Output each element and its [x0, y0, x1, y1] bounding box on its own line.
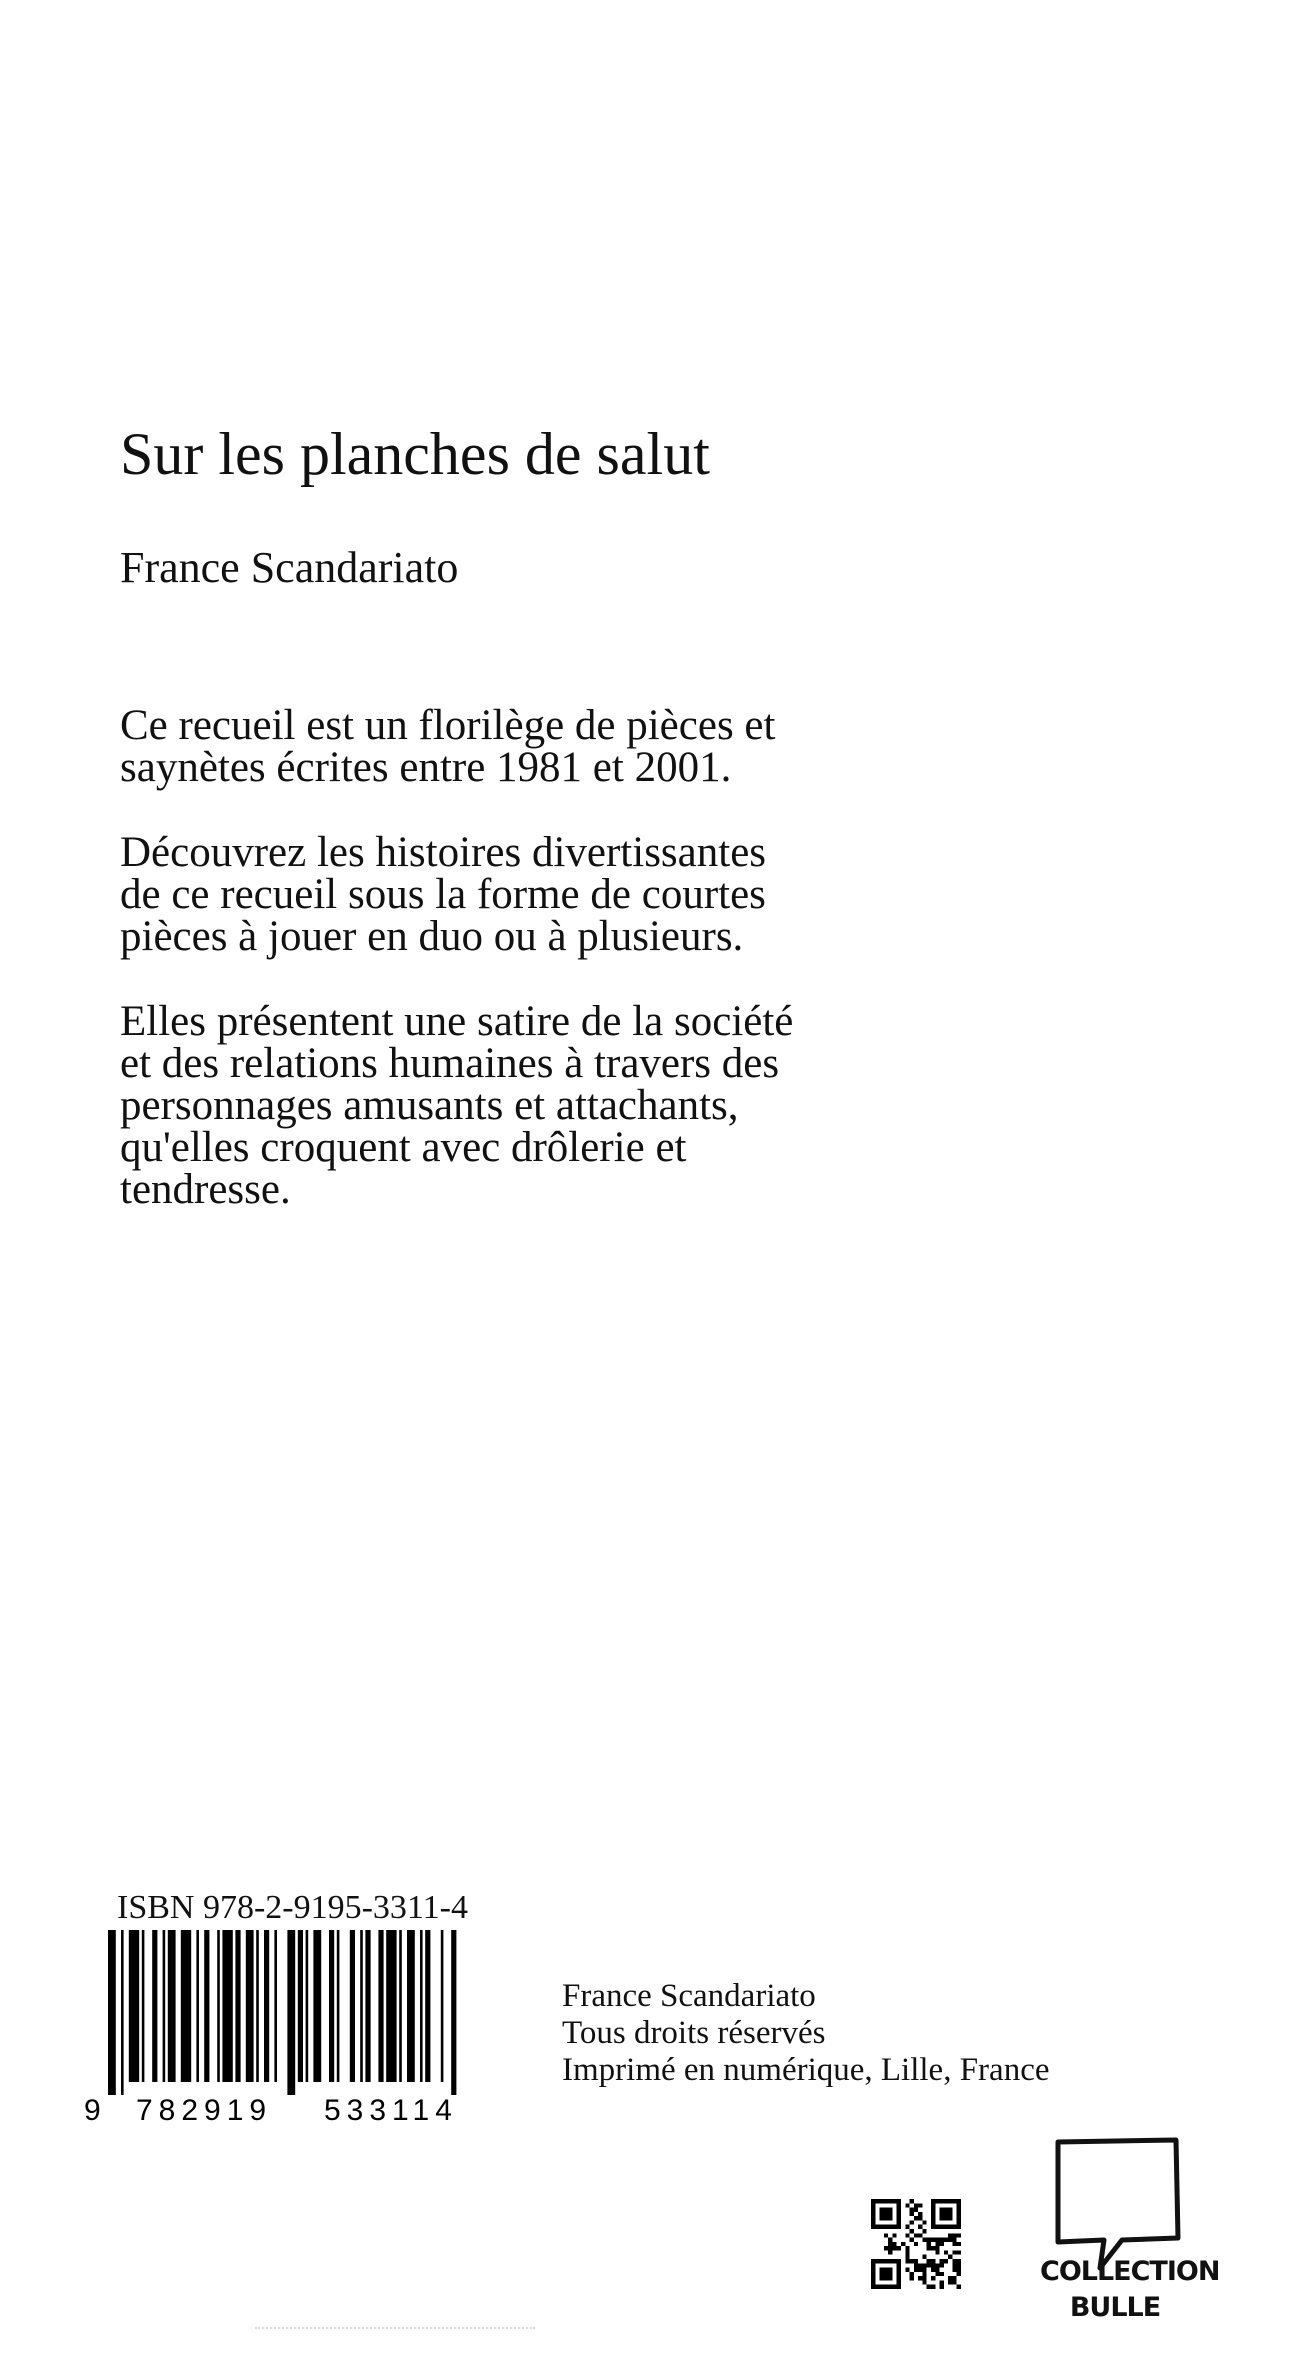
qr-cell	[910, 2208, 914, 2212]
qr-cell	[905, 2268, 909, 2272]
qr-cell	[957, 2199, 961, 2229]
qr-cell	[931, 2268, 935, 2272]
qr-cell	[897, 2199, 901, 2229]
qr-cell	[957, 2233, 961, 2237]
barcode-bar	[163, 1930, 166, 2082]
qr-cell	[957, 2263, 961, 2267]
qr-cell	[910, 2259, 914, 2263]
qr-cell	[892, 2242, 896, 2246]
qr-cell	[884, 2246, 888, 2250]
book-title: Sur les planches de salut	[120, 421, 710, 487]
barcode-bar	[350, 1930, 355, 2082]
barcode-digits-left: 782919	[136, 2094, 273, 2125]
qr-cell	[905, 2225, 909, 2229]
barcode-bar	[152, 1930, 157, 2082]
barcode-bar	[407, 1930, 415, 2082]
qr-cell	[905, 2246, 909, 2250]
qr-cell	[914, 2242, 918, 2246]
qr-cell	[922, 2220, 926, 2224]
back-cover-blurb	[120, 702, 1000, 1254]
qr-cell	[931, 2285, 935, 2289]
qr-cell	[927, 2242, 931, 2246]
qr-cell	[940, 2208, 953, 2221]
barcode-bar	[313, 1930, 321, 2082]
qr-cell	[871, 2199, 875, 2229]
qr-cell	[910, 2238, 914, 2242]
imprint-printed: Imprimé en numérique, Lille, France	[562, 2052, 1050, 2088]
qr-cell	[888, 2250, 892, 2254]
qr-cell	[901, 2242, 905, 2246]
qr-cell	[914, 2259, 918, 2263]
qr-cell	[910, 2220, 914, 2224]
qr-cell	[952, 2276, 956, 2280]
barcode-bar	[121, 1930, 124, 2095]
barcode-bar	[420, 1930, 423, 2082]
qr-cell	[910, 2276, 914, 2280]
qr-cell	[931, 2246, 935, 2250]
qr-cell	[922, 2276, 926, 2280]
collection-logo-line1: COLLECTION	[1040, 2256, 1220, 2287]
qr-cell	[931, 2259, 935, 2263]
qr-cell	[927, 2285, 931, 2289]
barcode-bar	[441, 1930, 444, 2082]
barcode-bar	[181, 1930, 191, 2082]
barcode-digit-first: 9	[84, 2094, 101, 2125]
qr-cell	[871, 2199, 901, 2203]
qr-cell	[940, 2285, 944, 2289]
faint-divider	[255, 2327, 535, 2329]
barcode-bar	[264, 1930, 269, 2082]
qr-cell	[944, 2250, 948, 2254]
barcode-bar	[274, 1930, 277, 2082]
qr-cell	[935, 2242, 939, 2246]
barcode-bar	[142, 1930, 145, 2082]
qr-cell	[952, 2268, 956, 2272]
qr-cell	[948, 2233, 952, 2237]
qr-cell	[910, 2272, 914, 2276]
barcode-bar	[108, 1930, 116, 2095]
qr-cell	[905, 2233, 909, 2237]
qr-cell	[957, 2285, 961, 2289]
book-author: France Scandariato	[120, 543, 459, 592]
qr-cell	[871, 2259, 901, 2263]
qr-cell	[940, 2272, 944, 2276]
qr-cell	[922, 2229, 926, 2233]
qr-cell	[918, 2225, 922, 2229]
qr-cell	[935, 2238, 939, 2242]
qr-cell	[935, 2250, 939, 2254]
barcode-bar	[386, 1930, 396, 2082]
barcode-bar	[129, 1930, 139, 2082]
qr-cell	[935, 2263, 939, 2267]
qr-cell	[922, 2238, 926, 2242]
qr-cell	[927, 2263, 931, 2267]
qr-cell	[888, 2242, 892, 2246]
qr-cell	[957, 2268, 961, 2272]
qr-cell	[871, 2285, 901, 2289]
qr-cell	[931, 2199, 935, 2229]
qr-cell	[931, 2199, 961, 2203]
qr-cell	[948, 2238, 952, 2242]
isbn-label: ISBN 978-2-9195-3311-4	[117, 1889, 468, 1926]
qr-cell	[897, 2246, 901, 2250]
barcode-bar	[246, 1930, 254, 2082]
qr-cell	[880, 2268, 893, 2281]
qr-cell	[892, 2246, 896, 2250]
barcode-bar	[360, 1930, 363, 2082]
qr-cell	[914, 2268, 918, 2272]
blurb-paragraph-2: Découvrez les histoires divertissantes de ce recueil sous la forme de courtes pièces à jouer en duo ou à plusieurs.	[120, 829, 767, 960]
qr-cell	[918, 2233, 922, 2237]
blurb-paragraph-3: Elles présentent une satire de la société et des relations humaines à travers des personnages amusants et attachants, qu'elles croquent avec drôlerie et tendresse.	[120, 998, 794, 1213]
qr-cell	[888, 2246, 892, 2250]
barcode-bar	[168, 1930, 176, 2082]
barcode-bar	[399, 1930, 402, 2082]
qr-cell	[927, 2259, 931, 2263]
qr-cell	[952, 2280, 956, 2284]
qr-cell	[897, 2259, 901, 2289]
qr-cell	[871, 2259, 875, 2289]
qr-cell	[910, 2229, 914, 2233]
qr-cell	[927, 2246, 931, 2250]
qr-cell	[914, 2208, 918, 2212]
imprint-author: France Scandariato	[562, 1978, 816, 2014]
qr-cell	[948, 2280, 952, 2284]
qr-cell	[892, 2233, 896, 2237]
qr-cell	[888, 2238, 892, 2242]
qr-cell	[914, 2233, 918, 2237]
barcode-bar	[451, 1930, 456, 2095]
qr-cell	[952, 2242, 956, 2246]
qr-cell	[918, 2212, 922, 2216]
qr-cell	[880, 2208, 893, 2221]
qr-cell	[905, 2203, 909, 2207]
qr-cell	[948, 2276, 952, 2280]
qr-cell	[957, 2250, 961, 2254]
qr-cell	[910, 2212, 914, 2216]
imprint-rights: Tous droits réservés	[562, 2015, 826, 2051]
barcode-digits-right: 533114	[324, 2094, 458, 2125]
qr-cell	[935, 2272, 939, 2276]
collection-logo-text	[1040, 2254, 1220, 2326]
barcode-bar	[204, 1930, 209, 2082]
qr-cell	[922, 2272, 926, 2276]
qr-cell	[944, 2238, 948, 2242]
barcode-bar	[425, 1930, 430, 2082]
qr-cell	[910, 2199, 914, 2203]
blurb-paragraph-1: Ce recueil est un florilège de pièces et saynètes écrites entre 1981 et 2001.	[120, 702, 776, 791]
qr-cell	[952, 2250, 956, 2254]
collection-logo-line2: BULLE	[1069, 2292, 1161, 2323]
barcode-bar	[196, 1930, 199, 2082]
qr-cell	[905, 2255, 909, 2259]
qr-cell	[918, 2268, 922, 2272]
barcode-bar	[365, 1930, 370, 2082]
qr-cell	[905, 2259, 909, 2263]
qr-code-icon	[871, 2199, 961, 2289]
qr-cell	[940, 2238, 944, 2242]
qr-cell	[940, 2263, 944, 2267]
qr-cell	[952, 2259, 956, 2263]
qr-cell	[918, 2263, 922, 2267]
qr-cell	[914, 2203, 918, 2207]
qr-cell	[940, 2242, 944, 2246]
qr-cell	[952, 2263, 956, 2267]
qr-cell	[922, 2280, 926, 2284]
qr-cell	[957, 2242, 961, 2246]
barcode-bar	[222, 1930, 232, 2082]
qr-cell	[952, 2233, 956, 2237]
qr-cell	[918, 2276, 922, 2280]
qr-cell	[905, 2250, 909, 2254]
barcode-bar	[235, 1930, 240, 2082]
isbn-barcode	[78, 1930, 508, 2125]
qr-cell	[927, 2238, 931, 2242]
barcode-bar	[306, 1930, 309, 2082]
imprint-block	[562, 1978, 1050, 2089]
qr-cell	[931, 2263, 935, 2267]
qr-cell	[922, 2263, 926, 2267]
qr-cell	[871, 2225, 901, 2229]
qr-cell	[935, 2268, 939, 2272]
qr-cell	[918, 2203, 922, 2207]
qr-cell	[957, 2259, 961, 2263]
qr-cell	[918, 2216, 922, 2220]
qr-cell	[940, 2280, 944, 2284]
qr-cell	[944, 2259, 948, 2263]
qr-cell	[884, 2233, 888, 2237]
qr-cell	[922, 2268, 926, 2272]
qr-cell	[940, 2259, 944, 2263]
qr-cell	[931, 2225, 961, 2229]
barcode-bar	[287, 1930, 295, 2095]
qr-cell	[922, 2255, 926, 2259]
qr-cell	[952, 2238, 956, 2242]
qr-cell	[931, 2276, 935, 2280]
barcode-bar	[298, 1930, 303, 2082]
barcode-bar	[217, 1930, 220, 2082]
barcode-bar	[378, 1930, 383, 2082]
qr-cell	[914, 2216, 918, 2220]
barcode-bar	[256, 1930, 259, 2082]
qr-cell	[957, 2272, 961, 2276]
barcode-bar	[329, 1930, 334, 2082]
barcode-bar	[337, 1930, 340, 2082]
qr-cell	[931, 2238, 935, 2242]
qr-cell	[914, 2263, 918, 2267]
qr-cell	[948, 2255, 952, 2259]
qr-cell	[935, 2246, 939, 2250]
